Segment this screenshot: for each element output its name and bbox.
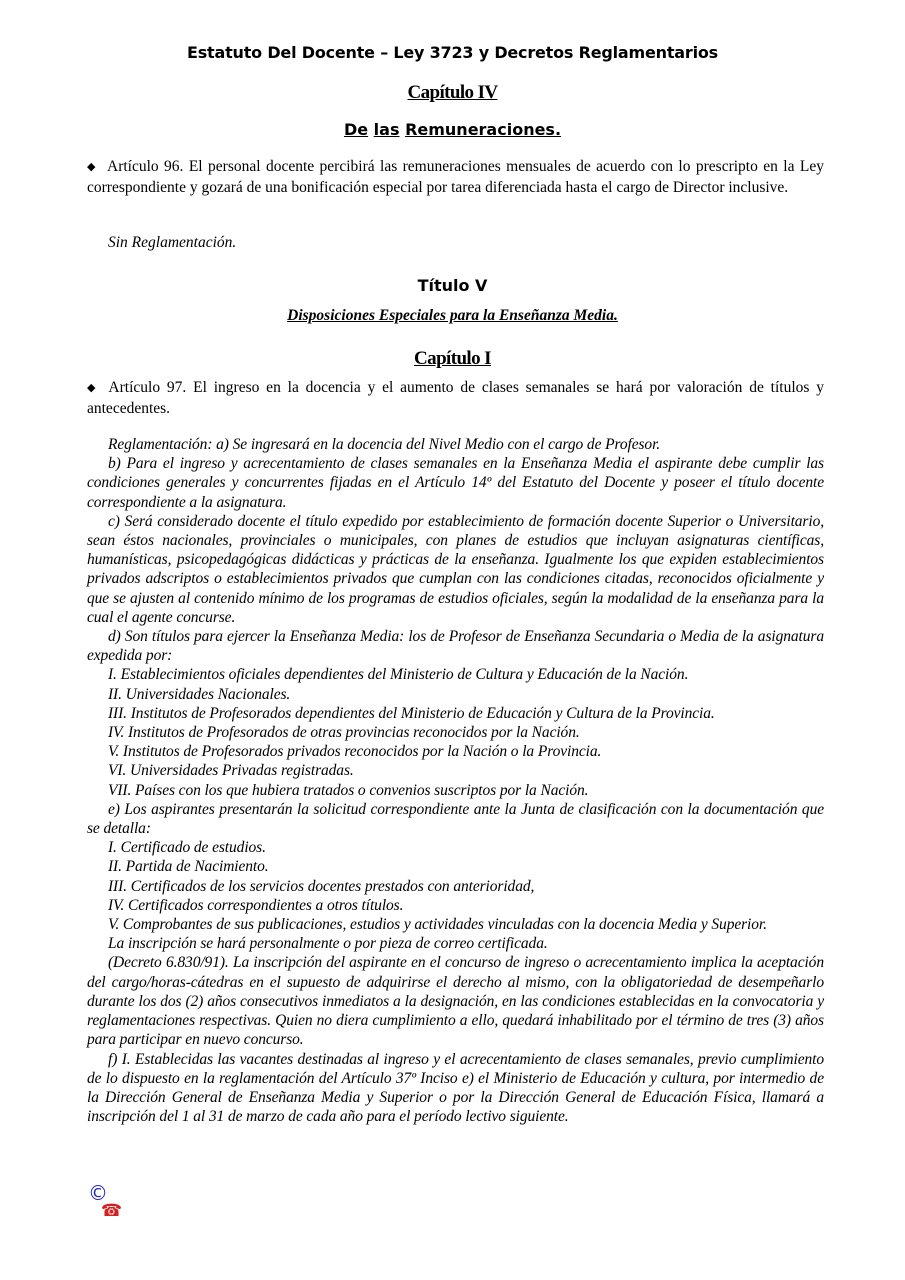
reg-list-item: IV. Certificados correspondientes a otros títulos. bbox=[108, 896, 404, 914]
document-header: Estatuto Del Docente – Ley 3723 y Decretos Reglamentarios bbox=[187, 43, 718, 62]
reg-list-item: II. Universidades Nacionales. bbox=[108, 685, 291, 703]
titulo-v-heading: Título V bbox=[417, 276, 488, 295]
heading-word-de: De bbox=[343, 120, 369, 139]
article-97 bbox=[87, 378, 824, 419]
heading-word-remuneraciones: Remuneraciones. bbox=[405, 120, 562, 139]
chapter-iv-heading: Capítulo IV bbox=[407, 82, 498, 103]
reg-list-item: I. Certificado de estudios. bbox=[108, 839, 266, 857]
heading-word-las: las bbox=[373, 120, 400, 139]
diamond-bullet-icon: ◆ bbox=[87, 161, 97, 173]
article-96-text: Artículo 96. El personal docente percibirá las remuneraciones mensuales de acuerdo con lo prescripto en la Ley correspondiente y gozará de una bonificación especial por tarea diferenciada hasta el cargo de Director inclusive. bbox=[87, 158, 824, 196]
reg-paragraph: (Decreto 6.830/91). La inscripción del aspirante en el concurso de ingreso o acrecentamiento implica la aceptación del cargo/horas-cátedras en el supuesto de adquirirse el derecho al mismo, con la obligatoriedad de desempeñarlo durante los dos (2) años consecutivos inmediatos a la designación, en las condiciones establecidas en la convocatoria y reglamentaciones respectivas. Quien no diera cumplimiento a ello, quedará inhabilitado por el término de tres (3) años para participar en nuevo concurso. bbox=[87, 954, 824, 1049]
reg-list-item: III. Certificados de los servicios docentes prestados con anterioridad, bbox=[108, 877, 535, 895]
sin-reglamentacion-note: Sin Reglamentación. bbox=[108, 234, 237, 251]
diamond-bullet-icon: ◆ bbox=[87, 382, 99, 394]
reg-paragraph: f) I. Establecidas las vacantes destinadas al ingreso y el acrecentamiento de clases semanales, previo cumplimiento de lo dispuesto en la reglamentación del Artículo 37º Inciso e) el Ministerio de Educación y cultura, por intermedio de la Dirección General de Enseñanza Media y Superior o por la Dirección General de Educación Física, llamará a inscripción del 1 al 31 de marzo de cada año para el período lectivo siguiente. bbox=[87, 1050, 824, 1126]
reg-list-item: IV. Institutos de Profesorados de otras provincias reconocidos por la Nación. bbox=[108, 724, 580, 742]
article-96 bbox=[87, 157, 824, 198]
reglamentacion-block bbox=[87, 435, 824, 1126]
reg-list-item: VII. Países con los que hubiera tratados o convenios suscriptos por la Nación. bbox=[108, 781, 589, 799]
remuneraciones-heading bbox=[0, 120, 905, 139]
reg-list-item: VI. Universidades Privadas registradas. bbox=[108, 762, 354, 780]
article-97-text: Artículo 97. El ingreso en la docencia y el aumento de clases semanales se hará por valoración de títulos y antecedentes. bbox=[87, 379, 824, 417]
reg-paragraph: d) Son títulos para ejercer la Enseñanza Media: los de Profesor de Enseñanza Secundaria o Media de la asignatura expedida por: bbox=[87, 628, 824, 665]
reg-paragraph: Reglamentación: a) Se ingresará en la docencia del Nivel Medio con el cargo de Profesor. bbox=[108, 436, 661, 453]
reg-paragraph: b) Para el ingreso y acrecentamiento de clases semanales en la Enseñanza Media el aspirante debe cumplir las condiciones generales y concurrentes fijadas en el Artículo 14º del Estatuto del Docente y poseer el título docente correspondiente a la asignatura. bbox=[87, 455, 824, 511]
reg-list-item: II. Partida de Nacimiento. bbox=[108, 858, 269, 876]
reg-list-item: III. Institutos de Profesorados dependientes del Ministerio de Educación y Cultura de la Provincia. bbox=[108, 704, 715, 722]
reg-list-item: V. Institutos de Profesorados privados reconocidos por la Nación o la Provincia. bbox=[108, 743, 602, 761]
reg-paragraph: c) Será considerado docente el título expedido por establecimiento de formación docente Superior o Universitario, sean éstos nacionales, provinciales o municipales, con planes de estudios que incluyan asignaturas científicas, humanísticas, psicopedagógicas didácticas y prácticas de la enseñanza. Igualmente los que expiden establecimientos privados adscriptos o establecimientos privados que cumplan con las condiciones citadas, reconocidos oficialmente y que se ajusten al contenido mínimo de los programas de estudios oficiales, según la modalidad de la enseñanza para la cual el agente concurse. bbox=[87, 512, 824, 626]
reg-paragraph: La inscripción se hará personalmente o por pieza de correo certificada. bbox=[108, 935, 548, 953]
reg-list-item: V. Comprobantes de sus publicaciones, estudios y actividades vinculadas con la docencia Media y Superior. bbox=[108, 916, 767, 934]
reg-list-item: I. Establecimientos oficiales dependientes del Ministerio de Cultura y Educación de la Nación. bbox=[108, 666, 689, 684]
chapter-i-heading: Capítulo I bbox=[414, 348, 491, 369]
phone-icon: ☎ bbox=[101, 1201, 123, 1221]
reg-paragraph: e) Los aspirantes presentarán la solicitud correspondiente ante la Junta de clasificación con la documentación que se detalla: bbox=[87, 800, 824, 838]
copyright-icon: © bbox=[88, 1181, 108, 1205]
disposiciones-subtitle: Disposiciones Especiales para la Enseñanza Media. bbox=[287, 307, 618, 324]
